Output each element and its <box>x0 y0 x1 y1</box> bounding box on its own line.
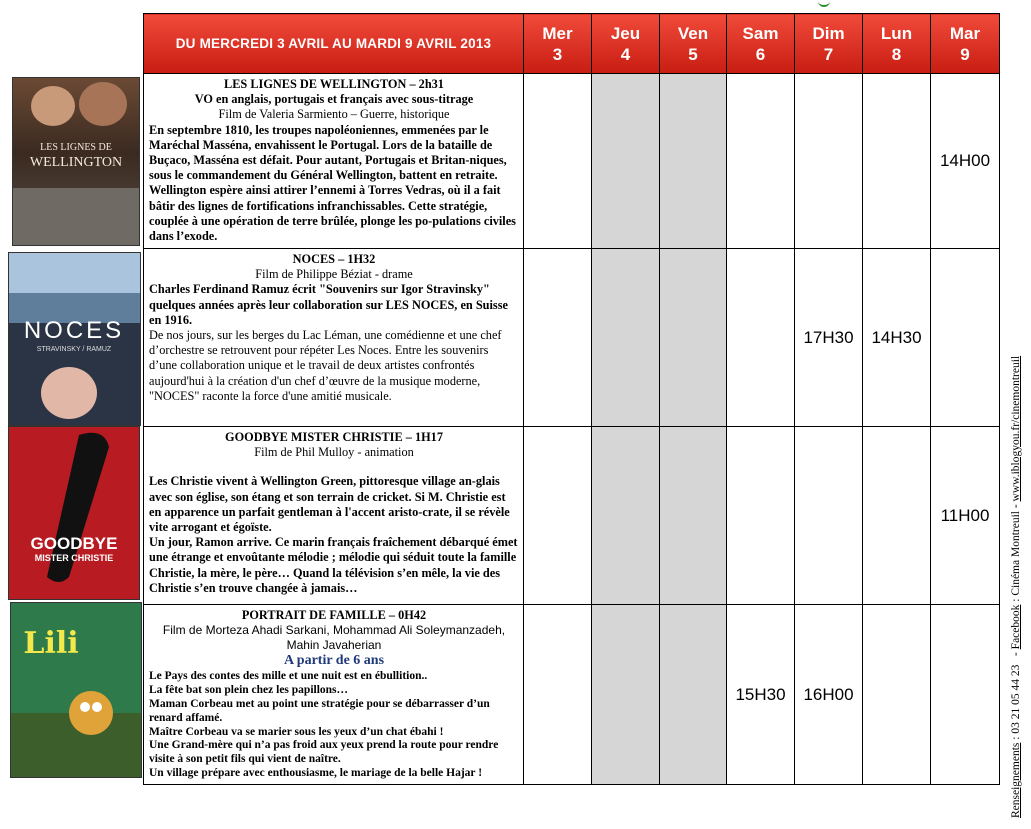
film-credit: Film de Philippe Béziat - drame <box>255 267 413 282</box>
date-range: DU MERCREDI 3 AVRIL AU MARDI 9 AVRIL 2013 <box>144 14 524 74</box>
film-title: PORTRAIT DE FAMILLE – 0H42 <box>241 608 427 622</box>
showtime <box>524 249 592 427</box>
day-name: Ven <box>677 23 709 43</box>
showtime <box>660 605 727 785</box>
film-line: Une Grand-mère qui n’a pas froid aux yeux prend la route pour rendre visite à son petit fils qui vient de naître. <box>149 739 499 766</box>
showtime <box>524 74 592 249</box>
film-synopsis-intro: Charles Ferdinand Ramuz écrit "Souvenirs sur Igor Stravinsky" quelques années après leur collaboration sur LES NOCES, en Suisse en 1916. <box>149 282 508 327</box>
film-row-wellington <box>144 74 1000 249</box>
showtime: 15H30 <box>727 605 795 785</box>
showtime <box>863 605 931 785</box>
film-description <box>144 249 524 427</box>
top-mark <box>818 0 830 7</box>
film-title: LES LIGNES DE WELLINGTON – 2h31 <box>224 77 444 91</box>
contact-sidebar <box>1010 356 1022 818</box>
film-line: Maman Corbeau met au point une stratégie pour se débarrasser d’un renard affamé. <box>149 697 490 724</box>
showtime <box>592 249 660 427</box>
film-credit: Film de Morteza Ahadi Sarkani, Mohammad Ali Soleymanzadeh, Mahin Javaherian <box>162 623 506 652</box>
showtime: 11H00 <box>931 427 1000 605</box>
showtime <box>660 74 727 249</box>
day-num: 3 <box>552 44 563 64</box>
film-description <box>144 427 524 605</box>
phone: : 03 21 05 44 23 <box>1010 664 1022 743</box>
day-num: 8 <box>891 44 902 64</box>
film-line: Un village prépare avec enthousiasme, le mariage de la belle Hajar ! <box>149 766 483 779</box>
film-row-noces <box>144 249 1000 427</box>
showtime <box>863 74 931 249</box>
facebook-label: Facebook <box>1010 604 1022 650</box>
day-name: Lun <box>880 23 913 43</box>
day-lun <box>863 14 931 74</box>
showtime: 14H30 <box>863 249 931 427</box>
day-jeu <box>592 14 660 74</box>
poster-wellington <box>12 77 140 246</box>
showtime <box>795 74 863 249</box>
showtime <box>660 427 727 605</box>
day-num: 7 <box>823 44 834 64</box>
poster-noces <box>8 252 141 426</box>
film-synopsis: Les Christie vivent à Wellington Green, pittoresque village an-glais avec son église, son étang et son terrain de cricket. Si M. Christie est en apparence un parfait gentleman à l'accent aristo-crate, il se révèle vite arrogant et égoïste. <box>149 474 510 535</box>
poster-goodbye <box>8 426 140 600</box>
film-synopsis: En septembre 1810, les troupes napoléoniennes, emmenées par le Maréchal Masséna, envahissent le Portugal. Lors de la bataille de Buçaco, Masséna est défait. Pour autant, Portugais et Britan-niques, sous le commandement du Général Wellington, battent en retraite. Wellington espère ainsi attirer l’ennemi à Torres Vedras, où il a fait bâtir des lignes de fortifications infranchissables. Cette stratégie, couplée à une opération de terre brûlée, plonge les po-pulations civiles dans l’exode. <box>149 122 516 244</box>
showtime <box>931 249 1000 427</box>
film-line: Le Pays des contes des mille et une nuit est en ébullition.. <box>149 670 428 683</box>
poster-noces-sub: STRAVINSKY / RAMUZ <box>36 346 112 353</box>
showtime <box>727 249 795 427</box>
film-row-portrait <box>144 605 1000 785</box>
showtime <box>931 605 1000 785</box>
day-num: 6 <box>755 44 766 64</box>
website-link[interactable]: www.iblogyou.fr/cinemontreuil <box>1010 355 1022 502</box>
info-label: Renseignements <box>1010 742 1022 818</box>
poster-noces-title: NOCES <box>23 317 125 344</box>
film-line: La fête bat son plein chez les papillons… <box>149 684 349 697</box>
showtime <box>592 605 660 785</box>
poster-lili-title: Lili <box>23 626 79 661</box>
film-row-goodbye <box>144 427 1000 605</box>
film-synopsis: De nos jours, sur les berges du Lac Léman, une comédienne et une chef d’orchestre se retrouvent pour répéter Les Noces. Entre les souvenirs d’une collaboration unique et le travail de deux artistes confrontés aujourd'hui à la création d'un chef d’œuvre de la musique moderne, "NOCES" raconte la force d'une amitié musicale. <box>149 328 502 403</box>
showtime: 17H30 <box>795 249 863 427</box>
separator: - <box>1010 649 1022 665</box>
day-mar <box>931 14 1000 74</box>
showtime <box>727 74 795 249</box>
showtime <box>524 605 592 785</box>
showtime: 14H00 <box>931 74 1000 249</box>
poster-goodbye-line2: MISTER CHRISTIE <box>34 553 114 563</box>
day-mer <box>524 14 592 74</box>
poster-lili <box>10 602 142 778</box>
film-credit: Film de Valeria Sarmiento – Guerre, historique <box>218 107 450 122</box>
poster-goodbye-line1: GOODBYE <box>30 534 118 553</box>
film-title: NOCES – 1H32 <box>292 252 376 266</box>
film-subtitle: VO en anglais, portugais et français avec sous-titrage <box>194 92 474 107</box>
day-name: Dim <box>812 23 845 43</box>
film-line: Maître Corbeau va se marier sous les yeux d’un chat ébahi ! <box>149 725 444 738</box>
showtime <box>592 427 660 605</box>
showtime <box>795 427 863 605</box>
day-num: 9 <box>960 44 970 64</box>
day-name: Jeu <box>610 23 641 43</box>
schedule-table <box>143 13 1000 785</box>
day-sam <box>727 14 795 74</box>
film-title: GOODBYE MISTER CHRISTIE – 1H17 <box>225 430 443 444</box>
showtime: 16H00 <box>795 605 863 785</box>
showtime <box>727 427 795 605</box>
showtime <box>592 74 660 249</box>
film-description <box>144 605 524 785</box>
film-description <box>144 74 524 249</box>
day-num: 5 <box>688 44 698 64</box>
header-row <box>144 14 1000 74</box>
poster-wellington-line2: WELLINGTON <box>29 155 123 170</box>
day-name: Mar <box>949 23 981 43</box>
showtime <box>863 427 931 605</box>
showtime <box>524 427 592 605</box>
film-synopsis-2: Un jour, Ramon arrive. Ce marin français fraîchement débarqué émet une étrange et envoûtante mélodie ; mélodie qui séduit toute la famille Christie, la mère, le père… Quand la télévision s’en mêle, la vie des Christie s’en trouve changée à jamais… <box>149 535 518 595</box>
spacer <box>149 460 519 474</box>
day-ven <box>660 14 727 74</box>
day-dim <box>795 14 863 74</box>
day-name: Mer <box>542 23 573 43</box>
day-name: Sam <box>742 23 779 43</box>
facebook-text: : Cinéma Montreuil - <box>1010 501 1022 605</box>
film-credit: Film de Phil Mulloy - animation <box>254 445 414 460</box>
showtime <box>660 249 727 427</box>
poster-wellington-line1: LES LIGNES DE <box>40 142 112 153</box>
day-num: 4 <box>620 44 631 64</box>
age-notice: A partir de 6 ans <box>283 653 385 669</box>
